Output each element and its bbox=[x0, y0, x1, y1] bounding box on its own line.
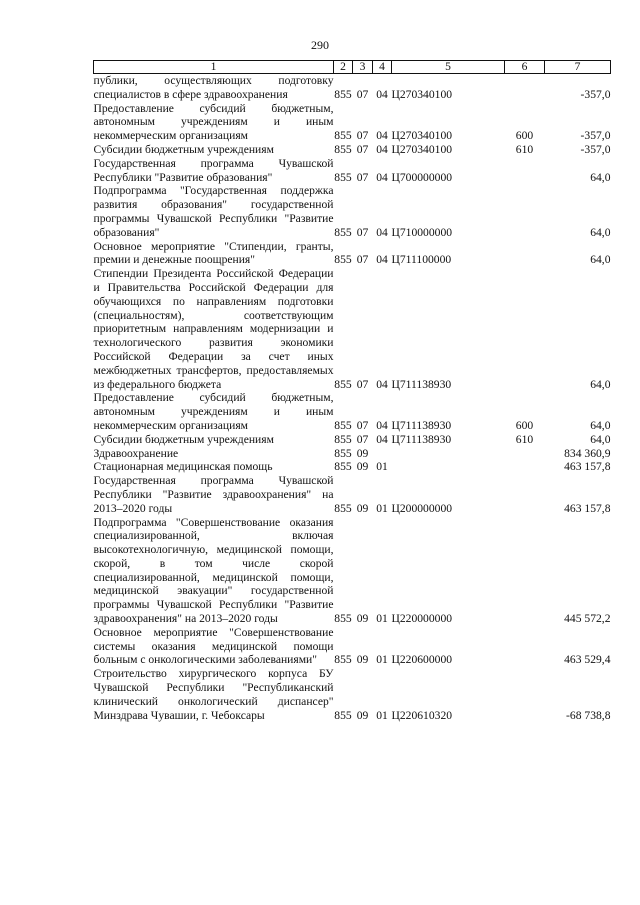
row-expense-type-code bbox=[505, 184, 545, 239]
row-subsection-code: 01 bbox=[376, 653, 388, 667]
budget-table-body bbox=[94, 74, 611, 723]
row-name: публики, осуществляющих подготовку специалистов в сфере здравоохранения bbox=[93, 74, 334, 101]
row-amount: -357,0 bbox=[580, 129, 611, 143]
column-header-row bbox=[94, 61, 611, 74]
row-subsection-code: 04 bbox=[376, 142, 388, 156]
row-target-article-code: Ц270340100 bbox=[391, 129, 453, 143]
row-ved-code: 855 bbox=[334, 446, 352, 460]
row-subsection-code: 04 bbox=[376, 377, 388, 391]
row-name: Стипендии Президента Российской Федерации и Правительства Российской Федерации для обучающихся по направлениям подготовки (специальностям), соответствующим приоритетным направлениям модернизации и технологического развития экономики Российской Федерации за счет иных межбюджетных трансфертов, предоставляемых из федерального бюджета bbox=[93, 267, 334, 391]
table-row bbox=[94, 102, 611, 143]
row-target-article-code: Ц270340100 bbox=[391, 87, 453, 101]
row-name: Государственная программа Чувашской Республики "Развитие образования" bbox=[93, 156, 334, 184]
budget-table bbox=[93, 60, 611, 722]
row-ved-code: 855 bbox=[334, 129, 352, 143]
row-subsection-code: 04 bbox=[376, 432, 388, 446]
row-expense-type-code bbox=[505, 474, 545, 515]
row-subsection-code: 01 bbox=[376, 708, 388, 722]
row-section-code: 07 bbox=[356, 142, 369, 156]
row-name: Субсидии бюджетным учреждениям bbox=[93, 432, 274, 446]
row-name: Государственная программа Чувашской Республики "Развитие здравоохранения" на 2013–2020 годы bbox=[93, 474, 334, 515]
row-section-code: 09 bbox=[356, 446, 369, 460]
row-target-article-code: Ц220600000 bbox=[391, 653, 453, 667]
column-header-6: 6 bbox=[505, 61, 545, 74]
row-section-code: 07 bbox=[356, 129, 369, 143]
table-row bbox=[94, 626, 611, 667]
row-name: Основное мероприятие "Стипендии, гранты, премии и денежные поощрения" bbox=[93, 239, 334, 267]
row-target-article-code: Ц270340100 bbox=[391, 142, 453, 156]
row-section-code: 07 bbox=[356, 225, 369, 239]
page-number: 290 bbox=[311, 38, 329, 52]
row-target-article-code: Ц200000000 bbox=[391, 501, 453, 515]
column-header-5: 5 bbox=[392, 61, 505, 74]
row-subsection-code: 04 bbox=[376, 253, 388, 267]
row-ved-code: 855 bbox=[334, 225, 352, 239]
row-expense-type-code bbox=[505, 460, 545, 474]
row-expense-type-code bbox=[505, 267, 545, 391]
row-ved-code: 855 bbox=[334, 653, 352, 667]
table-row bbox=[94, 240, 611, 268]
row-subsection-code: 04 bbox=[376, 129, 388, 143]
table-row bbox=[94, 474, 611, 515]
row-name: Строительство хирургического корпуса БУ Чувашской Республики "Республиканский клинический онкологический диспансер" Минздрава Чувашии, г. Чебоксары bbox=[93, 667, 334, 722]
table-row bbox=[94, 184, 611, 239]
table-row bbox=[94, 667, 611, 722]
row-amount: 64,0 bbox=[590, 170, 611, 184]
row-amount: 834 360,9 bbox=[564, 446, 611, 460]
row-expense-type-code bbox=[505, 157, 545, 185]
row-amount: -357,0 bbox=[580, 87, 611, 101]
row-name: Предоставление субсидий бюджетным, автономным учреждениям и иным некоммерческим организациям bbox=[93, 391, 334, 432]
table-row bbox=[94, 433, 611, 447]
row-target-article-code bbox=[392, 460, 505, 474]
column-header-4: 4 bbox=[373, 61, 392, 74]
row-expense-type-code bbox=[505, 240, 545, 268]
table-row bbox=[94, 74, 611, 102]
row-subsection-code: 01 bbox=[376, 501, 388, 515]
column-header-3: 3 bbox=[353, 61, 373, 74]
row-expense-type-code bbox=[505, 447, 545, 461]
row-subsection-code: 01 bbox=[376, 612, 388, 626]
row-amount: 463 157,8 bbox=[564, 460, 611, 474]
row-expense-type-code: 610 bbox=[515, 142, 534, 156]
row-target-article-code: Ц711138930 bbox=[391, 418, 452, 432]
row-ved-code: 855 bbox=[334, 253, 352, 267]
table-row bbox=[94, 391, 611, 432]
row-expense-type-code bbox=[505, 626, 545, 667]
table-row bbox=[94, 143, 611, 157]
row-section-code: 07 bbox=[356, 87, 369, 101]
row-amount: 463 529,4 bbox=[564, 653, 611, 667]
row-subsection-code: 04 bbox=[376, 225, 388, 239]
row-section-code: 09 bbox=[356, 612, 369, 626]
row-subsection-code: 04 bbox=[376, 418, 388, 432]
row-amount: -68 738,8 bbox=[566, 708, 611, 722]
row-section-code: 07 bbox=[356, 170, 369, 184]
table-row bbox=[94, 460, 611, 474]
row-section-code: 09 bbox=[356, 708, 369, 722]
row-section-code: 07 bbox=[356, 432, 369, 446]
row-name: Субсидии бюджетным учреждениям bbox=[93, 142, 274, 156]
column-header-2: 2 bbox=[334, 61, 353, 74]
row-section-code: 09 bbox=[356, 653, 369, 667]
row-section-code: 07 bbox=[356, 418, 369, 432]
row-subsection-code: 04 bbox=[376, 170, 388, 184]
row-name: Основное мероприятие "Совершенствование системы оказания медицинской помощи больным с онкологическими заболеваниями" bbox=[93, 625, 334, 667]
row-ved-code: 855 bbox=[334, 142, 352, 156]
row-section-code: 07 bbox=[356, 253, 369, 267]
row-target-article-code bbox=[392, 447, 505, 461]
row-target-article-code: Ц711138930 bbox=[391, 432, 452, 446]
row-amount: -357,0 bbox=[580, 142, 611, 156]
row-amount: 463 157,8 bbox=[564, 501, 611, 515]
row-subsection-code bbox=[373, 447, 392, 461]
row-expense-type-code bbox=[505, 667, 545, 722]
table-row bbox=[94, 157, 611, 185]
row-target-article-code: Ц700000000 bbox=[391, 170, 453, 184]
row-ved-code: 855 bbox=[334, 612, 352, 626]
row-subsection-code: 01 bbox=[376, 460, 388, 474]
row-name: Стационарная медицинская помощь bbox=[93, 460, 273, 474]
row-target-article-code: Ц710000000 bbox=[391, 225, 453, 239]
row-name: Предоставление субсидий бюджетным, автономным учреждениям и иным некоммерческим организациям bbox=[93, 101, 334, 143]
row-ved-code: 855 bbox=[334, 501, 352, 515]
row-target-article-code: Ц220000000 bbox=[391, 612, 453, 626]
row-subsection-code: 04 bbox=[376, 87, 388, 101]
row-expense-type-code bbox=[505, 516, 545, 626]
row-name: Здравоохранение bbox=[93, 446, 179, 460]
column-header-7: 7 bbox=[545, 61, 611, 74]
row-amount: 64,0 bbox=[590, 432, 611, 446]
row-expense-type-code bbox=[505, 74, 545, 102]
row-expense-type-code: 600 bbox=[515, 418, 534, 432]
row-ved-code: 855 bbox=[334, 377, 352, 391]
row-ved-code: 855 bbox=[334, 432, 352, 446]
row-ved-code: 855 bbox=[334, 708, 352, 722]
row-expense-type-code: 600 bbox=[515, 129, 534, 143]
row-ved-code: 855 bbox=[334, 170, 352, 184]
row-ved-code: 855 bbox=[334, 418, 352, 432]
row-ved-code: 855 bbox=[334, 460, 352, 474]
table-row bbox=[94, 447, 611, 461]
row-section-code: 09 bbox=[356, 460, 369, 474]
row-expense-type-code: 610 bbox=[515, 432, 534, 446]
row-section-code: 09 bbox=[356, 501, 369, 515]
column-header-1: 1 bbox=[94, 61, 334, 74]
row-amount: 64,0 bbox=[590, 225, 611, 239]
row-target-article-code: Ц711138930 bbox=[391, 377, 452, 391]
table-row bbox=[94, 267, 611, 391]
row-target-article-code: Ц711100000 bbox=[391, 253, 452, 267]
row-amount: 445 572,2 bbox=[564, 612, 611, 626]
row-ved-code: 855 bbox=[334, 87, 352, 101]
row-amount: 64,0 bbox=[590, 377, 611, 391]
row-name: Подпрограмма "Совершенствование оказания специализированной, включая высокотехнологичную, медицинской помощи, скорой, в том числе скорой специализированной, медицинской помощи, медицинской эвакуации" государственной программы Чувашской Республики "Развитие здравоохранения" на 2013–2020 годы bbox=[93, 515, 334, 626]
row-target-article-code: Ц220610320 bbox=[391, 708, 453, 722]
row-amount: 64,0 bbox=[590, 253, 611, 267]
row-name: Подпрограмма "Государственная поддержка развития образования" государственной программы Чувашской Республики "Развитие образования" bbox=[93, 184, 334, 239]
row-section-code: 07 bbox=[356, 377, 369, 391]
table-row bbox=[94, 516, 611, 626]
row-amount: 64,0 bbox=[590, 418, 611, 432]
